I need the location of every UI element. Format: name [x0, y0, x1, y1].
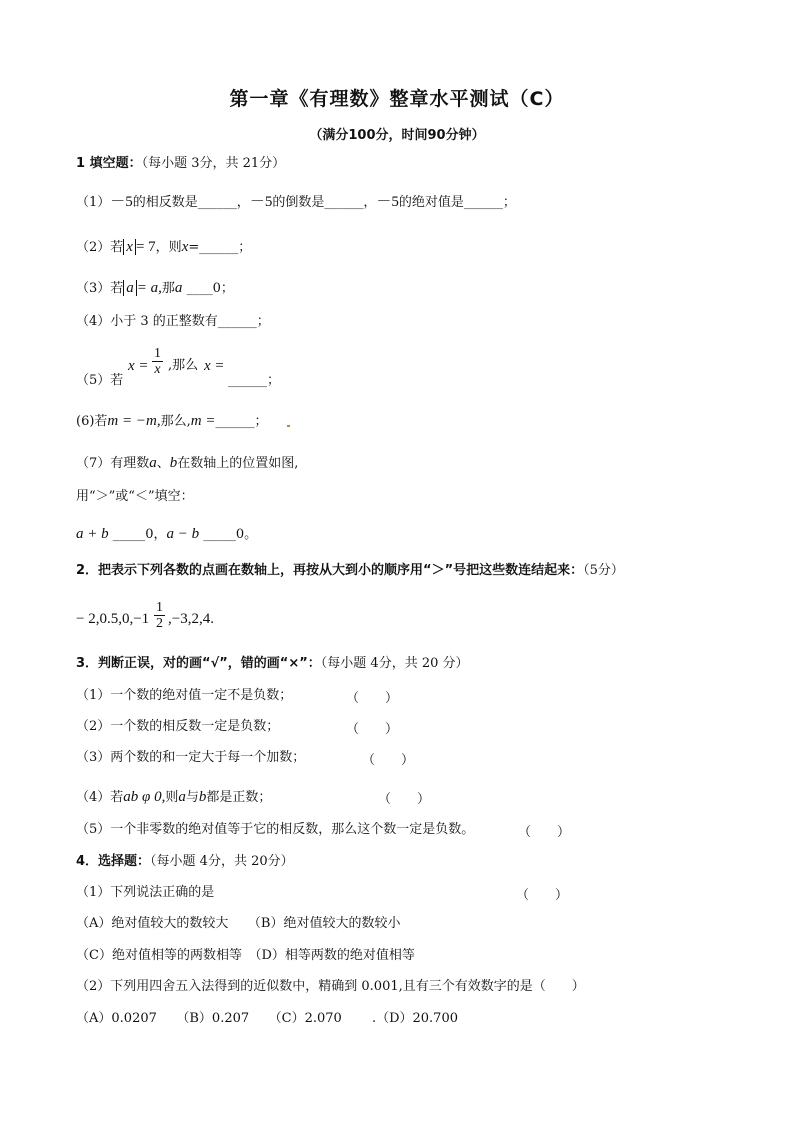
judge-4-var-b: b [198, 789, 207, 805]
q1-5-lead: （5）若 [76, 373, 124, 388]
q1-3-abs-a: a [123, 280, 137, 296]
choice-question-1-options-cd: （C）绝对值相等的两数相等 （D）相等两数的绝对值相等 [76, 948, 415, 963]
q1-5-rhs: x = [204, 358, 225, 374]
judge-4-text-1: 则 [165, 790, 179, 805]
q1-1-lead: （1） [76, 195, 111, 210]
judge-item-2: （2）一个数的相反数一定是负数； [76, 719, 280, 734]
question-1-2 [76, 238, 251, 257]
section-1-note: （每小题 3分，共 21分） [141, 156, 286, 171]
q1-7-blank-1: _____0， [112, 527, 167, 542]
q1-5-fraction [152, 346, 163, 377]
choice-question-1-options-ab: （A）绝对值较大的数较大 （B）绝对值较大的数较小 [76, 916, 401, 931]
judge-4-text-2: 与 [185, 790, 199, 805]
choice-question-1-answer[interactable]: （ ） [516, 888, 569, 903]
q1-5-numerator: 1 [154, 346, 161, 361]
judge-item-1-answer[interactable]: （ ） [346, 691, 399, 706]
question-1-7-answers [76, 525, 257, 544]
judge-item-5: （5）一个非零数的绝对值等于它的相反数，那么这个数一定是负数。 [76, 822, 475, 837]
q1-7-expr-1: a + b [76, 526, 109, 542]
q1-2-eq: = 7 [135, 239, 156, 255]
page-title: 第一章《有理数》整章水平测试（C） [229, 88, 565, 110]
stray-mark [287, 425, 290, 427]
numbers-fraction-den: 2 [156, 616, 163, 631]
section-1-heading [76, 155, 285, 173]
judge-item-1: （1）一个数的绝对值一定不是负数； [76, 688, 293, 703]
judge-item-5-answer[interactable]: （ ） [518, 825, 571, 840]
q1-1-text-1: 的相反数是______， [132, 195, 250, 210]
section-3-title: 3．判断正误，对的画“√”，错的画“×”： [76, 656, 321, 671]
q1-5-mid: ,那么 [168, 358, 199, 373]
question-1-7-instruction: 用“＞”或“＜”填空： [76, 489, 194, 504]
section-1-title: 1 填空题： [76, 156, 142, 171]
numbers-post: ,−3,2,4. [168, 611, 214, 627]
section-3-note: （每小题 4分，共 20 分） [320, 656, 469, 671]
judge-item-2-answer[interactable]: （ ） [346, 722, 399, 737]
q1-7-blank-2: _____0。 [203, 527, 258, 542]
q1-2-var: x [181, 239, 189, 255]
numbers-fraction [154, 600, 165, 631]
q1-7-sep: 、 [156, 456, 170, 471]
judge-item-4 [76, 788, 271, 807]
q1-3-text-1: 那 [161, 281, 175, 296]
section-2-heading [76, 562, 624, 580]
q1-3-eq: = a, [136, 280, 162, 296]
q1-7-var-b: b [169, 455, 178, 471]
question-1-3 [76, 279, 234, 298]
section-4-heading [76, 853, 294, 871]
section-3-heading [76, 655, 469, 673]
judge-item-4-answer[interactable]: （ ） [378, 792, 431, 807]
q1-5-blank: ______； [228, 373, 281, 388]
section-2-note: （5分） [583, 563, 624, 578]
q1-1-neg5-a: －5 [110, 194, 133, 210]
q1-6-rhs: m = [190, 413, 216, 429]
choice-question-2-options: （A）0.0207 （B）0.207 （C）2.070 .（D）20.700 [76, 1011, 458, 1026]
q1-6-lead: (6)若 [76, 414, 108, 429]
q1-5-lhs: x = [128, 358, 149, 374]
section-2-title: 2．把表示下列各数的点画在数轴上，再按从大到小的顺序用“＞”号把这些数连结起来： [76, 563, 584, 578]
choice-question-1: （1）下列说法正确的是 [76, 885, 215, 900]
q1-2-lead: （2）若 [76, 240, 124, 255]
q1-1-text-3: 的绝对值是______； [398, 195, 516, 210]
q1-7-lead: （7）有理数 [76, 456, 150, 471]
q1-6-blank: ______； [215, 414, 268, 429]
q1-7-tail: 在数轴上的位置如图, [177, 456, 299, 471]
section-4-note: （每小题 4分，共 20分） [150, 854, 294, 869]
q1-7-expr-2: a − b [166, 526, 200, 542]
q1-2-text-2: =______； [188, 240, 252, 255]
q1-3-lead: （3）若 [76, 281, 124, 296]
q1-3-var: a [174, 280, 183, 296]
judge-4-lead: （4）若 [76, 790, 124, 805]
judge-4-var-a: a [178, 789, 186, 805]
q1-7-var-a: a [149, 455, 157, 471]
judge-4-expr: ab φ 0, [123, 789, 166, 805]
question-1-1 [76, 193, 516, 212]
q1-6-mid: 那么, [160, 414, 191, 429]
q1-1-neg5-b: －5 [249, 194, 273, 210]
judge-4-text-3: 都是正数； [206, 790, 272, 805]
q1-2-text-1: ，则 [155, 240, 182, 255]
q1-5-denominator: x [154, 362, 161, 377]
question-1-4: （4）小于 3 的正整数有______； [76, 314, 270, 329]
question-1-7 [76, 454, 298, 473]
judge-item-3-answer[interactable]: （ ） [362, 753, 415, 768]
section-4-title: 4．选择题： [76, 854, 151, 869]
q1-6-expr: m = −m, [107, 413, 161, 429]
q1-2-abs-x: x [123, 239, 136, 255]
question-1-6 [76, 412, 267, 431]
choice-question-2: （2）下列用四舍五入法得到的近似数中，精确到 0.001,且有三个有效数字的是（ ） [76, 979, 585, 994]
q1-3-text-2: ____0； [186, 281, 234, 296]
q1-1-text-2: 的倒数是______， [272, 195, 377, 210]
q1-1-neg5-c: －5 [376, 194, 399, 210]
judge-item-3: （3）两个数的和一定大于每一个加数； [76, 750, 306, 765]
numbers-fraction-num: 1 [156, 600, 163, 615]
numbers-pre: − 2,0.5,0,−1 [76, 611, 150, 627]
page-subtitle: （满分100分，时间90分钟） [309, 128, 485, 143]
